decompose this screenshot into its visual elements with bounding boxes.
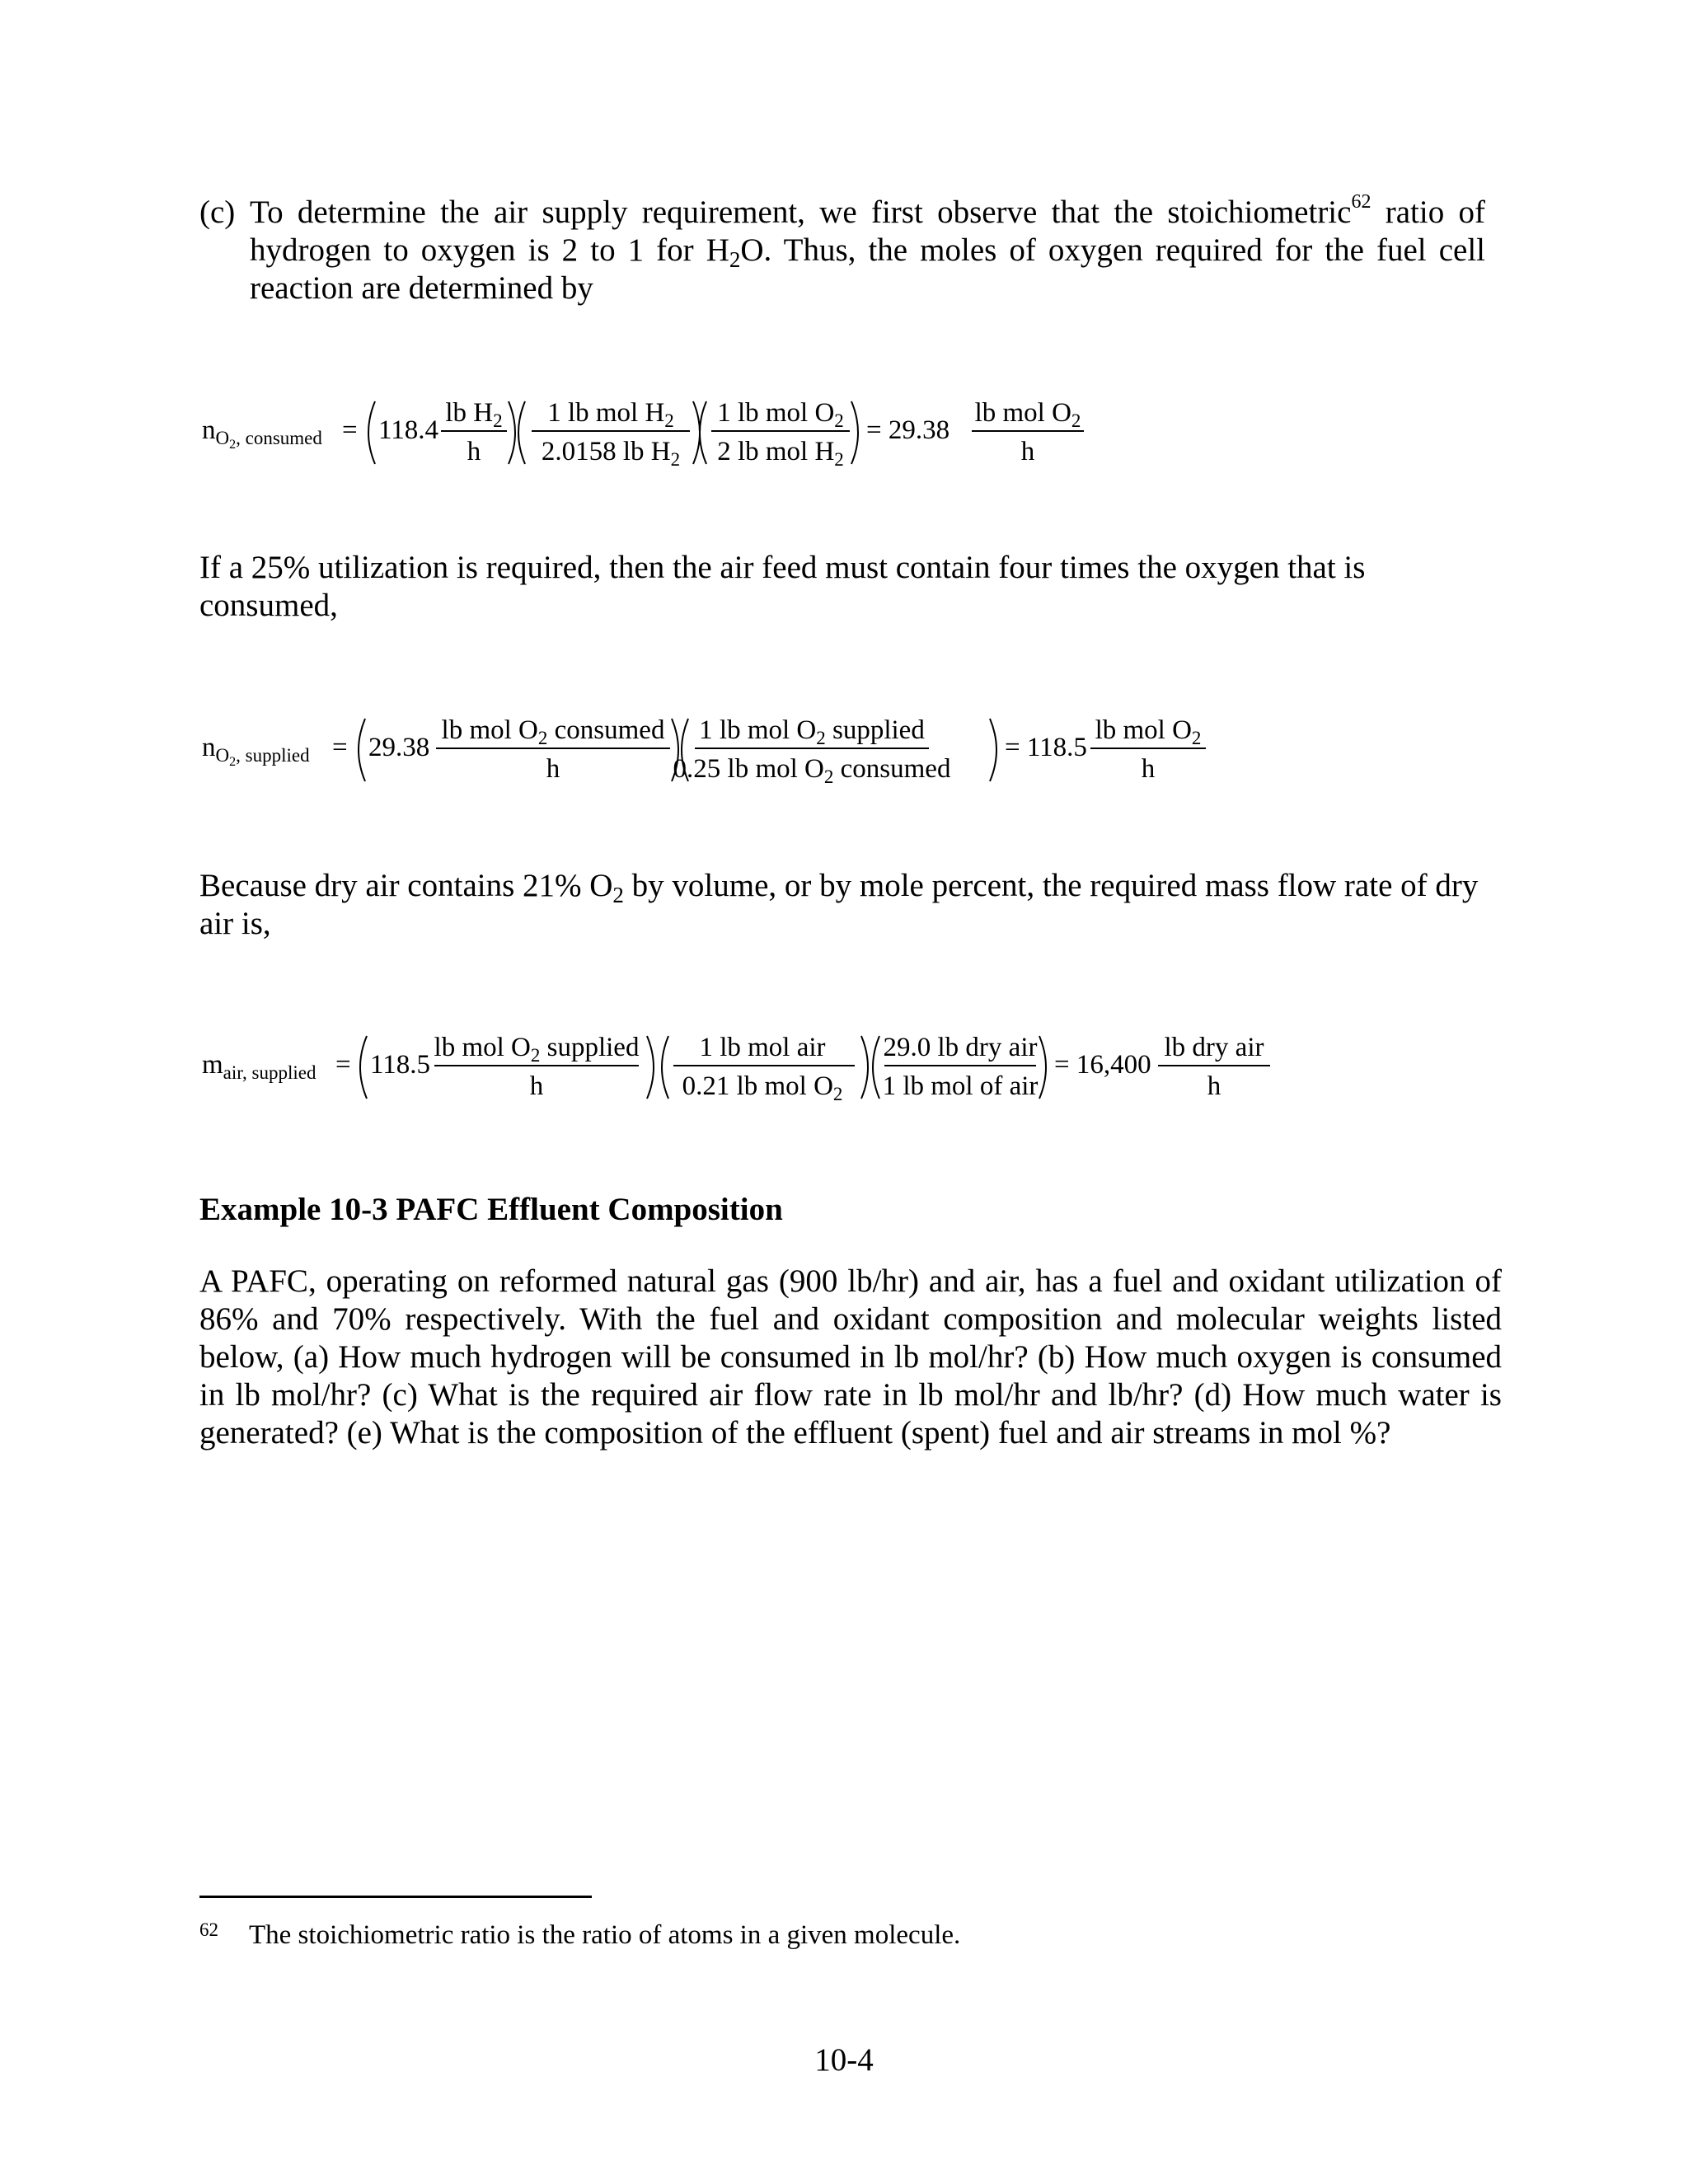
fraction-numerator: lb mol $O_2$ supplied [434, 1033, 640, 1066]
right-paren [851, 401, 858, 464]
equation-air-mass-flow [202, 1022, 1521, 1113]
left-paren [360, 1036, 367, 1099]
eq-sign: = [335, 1050, 351, 1080]
footnote [199, 1919, 1353, 1952]
paragraph-utilization: If a 25% utilization is required, then the air feed must contain four times the oxygen that is consumed, [199, 550, 1366, 623]
right-paren [861, 1036, 868, 1099]
eq-coefficient: 118.5 [370, 1050, 431, 1080]
fraction-denominator: 0.21 lb mol $O_2$ [682, 1071, 843, 1104]
fraction-numerator: lb mol $O_2$ [974, 398, 1081, 431]
fraction-denominator: 1 lb mol of air [882, 1071, 1039, 1101]
eq-coefficient: 118.4 [378, 415, 439, 445]
eq-result: = 29.38 [866, 415, 950, 445]
footnote-reference[interactable]: 62 [1351, 191, 1372, 213]
fraction-numerator: lb mol $O_2$ consumed [441, 715, 665, 748]
left-paren [368, 401, 375, 464]
fraction-denominator: h [1141, 754, 1156, 784]
example-heading: Example 10-3 PAFC Effluent Composition [199, 1192, 783, 1227]
paragraph-example-problem: A PAFC, operating on reformed natural gas (900 lb/hr) and air, has a fuel and oxidant utilization of 86% and 70% respectively. With the fuel and oxidant composition and molecular weights listed below, (a) How much hydrogen will be consumed in lb mol/hr? (b) How much oxygen is consumed in lb mol/hr? (c) What is the required air flow rate in lb mol/hr and lb/hr? (d) How much water is generated? (e) What is the composition of the effluent (spent) fuel and air streams in mol %? [199, 1263, 1502, 1451]
paragraph-c-body [250, 191, 1485, 307]
left-paren [662, 1036, 668, 1099]
text: ratio of hydrogen to oxygen is 2 to 1 for H [250, 194, 1485, 268]
left-paren [873, 1036, 879, 1099]
page-number: 10-4 [814, 2042, 874, 2078]
footnote-separator [199, 1896, 592, 1898]
left-paren [518, 401, 525, 464]
right-paren [1039, 1036, 1046, 1099]
paragraph-c [199, 191, 1485, 307]
fraction-denominator: h [1207, 1071, 1221, 1101]
right-paren [509, 401, 515, 464]
right-paren [647, 1036, 654, 1099]
subscript: 2 [612, 883, 624, 907]
eq-result: = 118.5 [1005, 733, 1087, 762]
eq-sign: = [332, 733, 348, 762]
footnote-text: The stoichiometric ratio is the ratio of atoms in a given molecule. [249, 1920, 961, 1950]
eq-sign: = [342, 415, 358, 445]
eq-result: = 16,400 [1054, 1050, 1151, 1080]
text: O. Thus, the moles of oxygen required for the fuel cell reaction are determined by [250, 232, 1485, 306]
fraction-denominator: h [1020, 437, 1035, 466]
left-paren [700, 401, 706, 464]
fraction-numerator: 1 lb mol air [699, 1033, 826, 1062]
equation-oxygen-supplied [202, 705, 1521, 795]
item-label: (c) [199, 194, 236, 230]
text: To determine the air supply requirement, we first observe that the stoichiometric [250, 194, 1352, 230]
fraction-numerator: lb mol $O_2$ [1095, 715, 1202, 748]
eq-lhs: $n_O2$, consumed [202, 415, 322, 452]
fraction-numerator: 1 lb mol $H_2$ [547, 398, 674, 431]
text: by volume, or by mole percent, the required mass flow rate of dry air is, [199, 868, 1479, 941]
fraction-numerator: 29.0 lb dry air [883, 1033, 1038, 1062]
fraction-denominator: 2 lb mol $H_2$ [717, 437, 844, 470]
eq-coefficient: 29.38 [368, 733, 430, 762]
fraction-denominator: h [467, 437, 481, 466]
fraction-numerator: 1 lb mol $O_2$ supplied [699, 715, 925, 748]
right-paren [990, 719, 996, 781]
fraction-denominator: h [529, 1071, 544, 1101]
fraction-denominator: 0.25 lb mol $O_2$ consumed [673, 754, 951, 787]
fraction-denominator: h [546, 754, 560, 784]
fraction-numerator: lb $H_2$ [445, 398, 503, 431]
equation-oxygen-consumed [202, 387, 1521, 478]
fraction-denominator: 2.0158 lb $H_2$ [541, 437, 681, 470]
text: Because dry air contains 21% O [199, 868, 613, 903]
eq-lhs: $m_{air, supplied}$ [202, 1050, 316, 1083]
footnote-mark: 62 [199, 1919, 218, 1940]
left-paren [359, 719, 365, 781]
fraction-numerator: lb dry air [1164, 1033, 1264, 1062]
paragraph-dry-air [199, 867, 1502, 943]
subscript: 2 [729, 247, 741, 272]
right-paren [693, 401, 700, 464]
eq-lhs: $n_O2$, supplied [202, 733, 310, 769]
fraction-numerator: 1 lb mol $O_2$ [717, 398, 844, 431]
